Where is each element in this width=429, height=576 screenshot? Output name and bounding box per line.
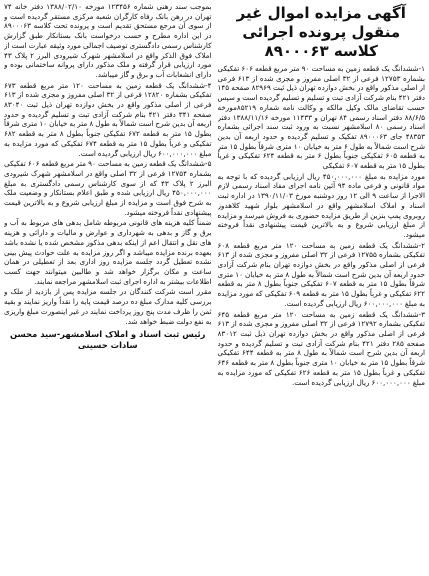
signature-line: رئیس ثبت اسناد و املاک اسلامشهر-سید محسن سادات حسینی [10,329,206,351]
notice-paragraph: ۵-ششدانگ یک قطعه زمین به مساحت ۹۰ متر مربع قطعه ۶۰۶ تفکیکی بشماره ۱۲۷۵۴ فرعی از ۳۲ اصلی واقع در اسلامشهر شهرک شیرودی البرز ۲ پلاک ۴۳ که از سوی کارشناس رسمی دادگستری به مبلغ ۴۵۰,۰۰۰,۰۰۰ ریال ارزیابی شده و طبق اعلام بستانکار و وضعیت ملک به شرح فوق است و مزایده از مبلغ ارزیابی شروع و به بالاترین قیمت پیشنهادی نقداً فروخته میشود. [4,159,212,217]
notice-paragraph: ۴-ششدانگ یک قطعه زمین به مساحت ۱۲۰ متر مربع قطعه ۶۷۳ تفکیکی بشماره ۱۲۸۲۰ فرعی از ۳۲ اصلی مفروز و مجزی شده از ۶۱۳ فرعی از اصلی مذکور واقع در بخش دوازده تهران ذیل ثبت ۸۳۰۴۰ صفحه ۳۴۱ دفتر ۴۲۱ بنام شرکت آزادی تبت و تسلیم گردیده و حدود اربعه آن بدین شرح است شمالاً به طول ۸ متر به خیابان ۱۰ متری شرقاً بطول ۱۵ متر به قطعه ۶۷۲ تفکیکی جنوباً بطول ۸ متر به قطعه ۶۸۲ تفکیکی و غرباً بطول ۱۵ متر به قطعه ۶۷۴ تفکیکی که مورد مزایده به مبلغ ۶۰۰,۰۰۰,۰۰۰ ریال ارزیابی گردیده است. [4,80,212,158]
left-column [4,2,212,572]
notice-title: آگهی مزایده اموال غیر منقول پرونده اجرائی [236,4,406,41]
notice-paragraph: مقرر است شرکت کنندگان در جلسه مزایده پس از بازدید از ملک و بررسی کلیه مدارک مبلغ ده درصد قیمت پایه را نقداً واریز نمایند و بقیه ثمن را ظرف مدت پنج روز پرداخت نمایند در غیر اینصورت مبلغ واریزی به نفع دولت ضبط خواهد شد. [4,287,212,326]
notice-columns [4,2,425,572]
notice-paragraph: ۳-ششدانگ یک قطعه زمین به مساحت ۱۲۰ متر مربع قطعه ۶۴۵ تفکیکی بشماره ۱۲۷۹۲ فرعی از ۳۲ اصلی مفروز و مجزی شده از ۶۱۳ فرعی از اصلی مذکور واقع در بخش دوازده تهران ذیل ثبت ۸۳۰۱۲ صفحه ۲۸۵ دفتر ۴۲۱ بنام شرکت آزادی تبت و تسلیم گردیده و حدود اربعه آن بدین شرح است شمالاً به طول ۸ متر به قطعه ۶۴۴ تفکیکی شرقاً بطول ۱۵ متر به خیابان ۱۰ متری جنوباً بطول ۸ متر به قطعه ۶۴۶ تفکیکی و غرباً بطول ۱۵ متر به قطعه ۶۲۶ تفکیکی که مورد مزایده به مبلغ ۶۰۰,۰۰۰,۰۰۰ ریال ارزیابی گردیده است. [217,309,425,387]
file-number: کلاسه ۸۹۰۰۰۶۳ [264,42,378,60]
notice-paragraph: ۲-ششدانگ یک قطعه زمین به مساحت ۱۲۰ متر مربع قطعه ۶۰۸ تفکیکی بشماره ۱۲۷۵۵ فرعی از ۳۲ اصلی مفروز و مجزی شده از ۶۱۳ فرعی از اصلی مذکور واقع در بخش دوازده تهران بنام شرکت آزادی حدود اربعه آن بدین شرح است شمالاً به طول ۸ متر به خیابان ۱۰ متری شرقاً بطول ۱۵ متر به قطعه ۶۰۷ تفکیکی جنوباً بطول ۸ متر به قطعه ۶۲۲ تفکیکی و غرباً بطول ۱۵ متر به قطعه ۶۰۹ تفکیکی که مورد مزایده به مبلغ ۶۰۰,۰۰۰,۰۰۰ ریال ارزیابی گردیده است. [217,240,425,308]
right-column [218,2,426,572]
notice-paragraph: ۱-ششدانگ یک قطعه زمین به مساحت ۹۰ متر مربع قطعه ۶۰۶ تفکیکی بشماره ۱۲۷۵۳ فرعی از ۳۲ اصلی مفروز و مجزی شده از ۶۱۳ فرعی از اصلی مذکور واقع در بخش دوازده تهران ذیل ثبت ۸۲۹۶۹ صفحه ۱۴۵ دفتر ۴۲۱ بنام شرکت آزادی تبت و تسلیم و تسلیم گردیده است و سپس حسب تقاضای مالک وکیل مالکه و وکالت نامه شماره ۸۵۲۱۹مورخه ۸۸/۶/۵ دفتر اسناد رسمی ۸۴ تهران و ۱۱۴۳۳ مورخه ۱۳۸۸/۱۱/۱۶ دفتر اسناد رسمی ۸۰ اسلامشهر نسبت به ورود ثبت سند اجرائی بشماره ۴۸۳۵۳ جای ۸۹۰۰۰۶۳ تفکیک و تسلیم گردیده و حدود اربعه آن بدین شرح است شمالاً به طول ۶ متر به خیابان ۱۰ متری شرقاً بطول ۱۵ متر به قطعه ۶۰۵ تفکیکی جنوباً بطول ۶ متر به قطعه ۶۲۴ تفکیکی و غرباً بطول ۱۵ متر به قطعه ۶۰۷ تفکیکی [217,64,425,171]
notice-paragraph: ضمناً کلیه هزینه های قانونی مربوطه شامل بدهی های مربوط به آب و برق و گاز و بدهی به شهرداری و عوارض و مالیات و دارائی و هزینه های نقل و انتقال اعم از اینکه بدهی مذکور مشخص شده یا نشده باشد بعهده برنده مزایده میباشد و اگر روز مزایده به علت حوادث پیش بینی نشده تعطیل گردد جلسه مزایده روز اداری بعد از تعطیلی در همان ساعت و مکان برگزار خواهد شد و طالبین میتوانند جهت کسب اطلاعات بیشتر به اداره اجرای ثبت اسلامشهر مراجعه نمایند. [4,218,212,286]
notice-paragraph: مورد مزایده به مبلغ ۴۵۰,۰۰۰,۰۰۰ ریال ارزیابی گردیده که با توجه به مواد قانونی و فرعی ماده ۹۴ آئین نامه اجرای مفاد اسناد رسمی لازم الاجرا از ساعت ۹ الی ۱۲ روز دوشنبه مورخ ۱۳۹۰/۱۱/۰۳ در اداره ثبت اسناد و املاک اسلامشهر واقع در اسلامشهر بلوار شهید کلاهدوز روبروی پمپ بنزین از طریق مزایده حضوری به فروش میرسد و مزایده از مبلغ ارزیابی شروع و به بالاترین قیمت پیشنهادی نقداً فروخته میشود. [217,171,425,239]
notice-paragraph: بموجب سند رهنی شماره ۱۲۳۴۵۶ مورخه ۱۳۸۸/۰۲/۱۰ دفتر خانه ۷۴ تهران در رهن بانک رفاه کارگران شعبه مرکزی مستقر گردیده است و از سوی آن مرجع مستحق تقدیم است و پرونده تحت کلاسه ۸۹۰۰۰۶۳ در این اداره مطرح و حسب درخواست بانک بستانکار طبق گزارش کارشناس رسمی دادگستری توصیف اجمالی مورد وثیقه عبارت است از املاک فوق الذکر واقع در اسلامشهر شهرک شیرودی البرز ۲ پلاک ۴۳ مورد ارزیابی قرار گرفته و ملک مذکور دارای پروانه ساختمانی بوده و دارای انشعابات آب و برق و گاز میباشد. [4,2,212,79]
